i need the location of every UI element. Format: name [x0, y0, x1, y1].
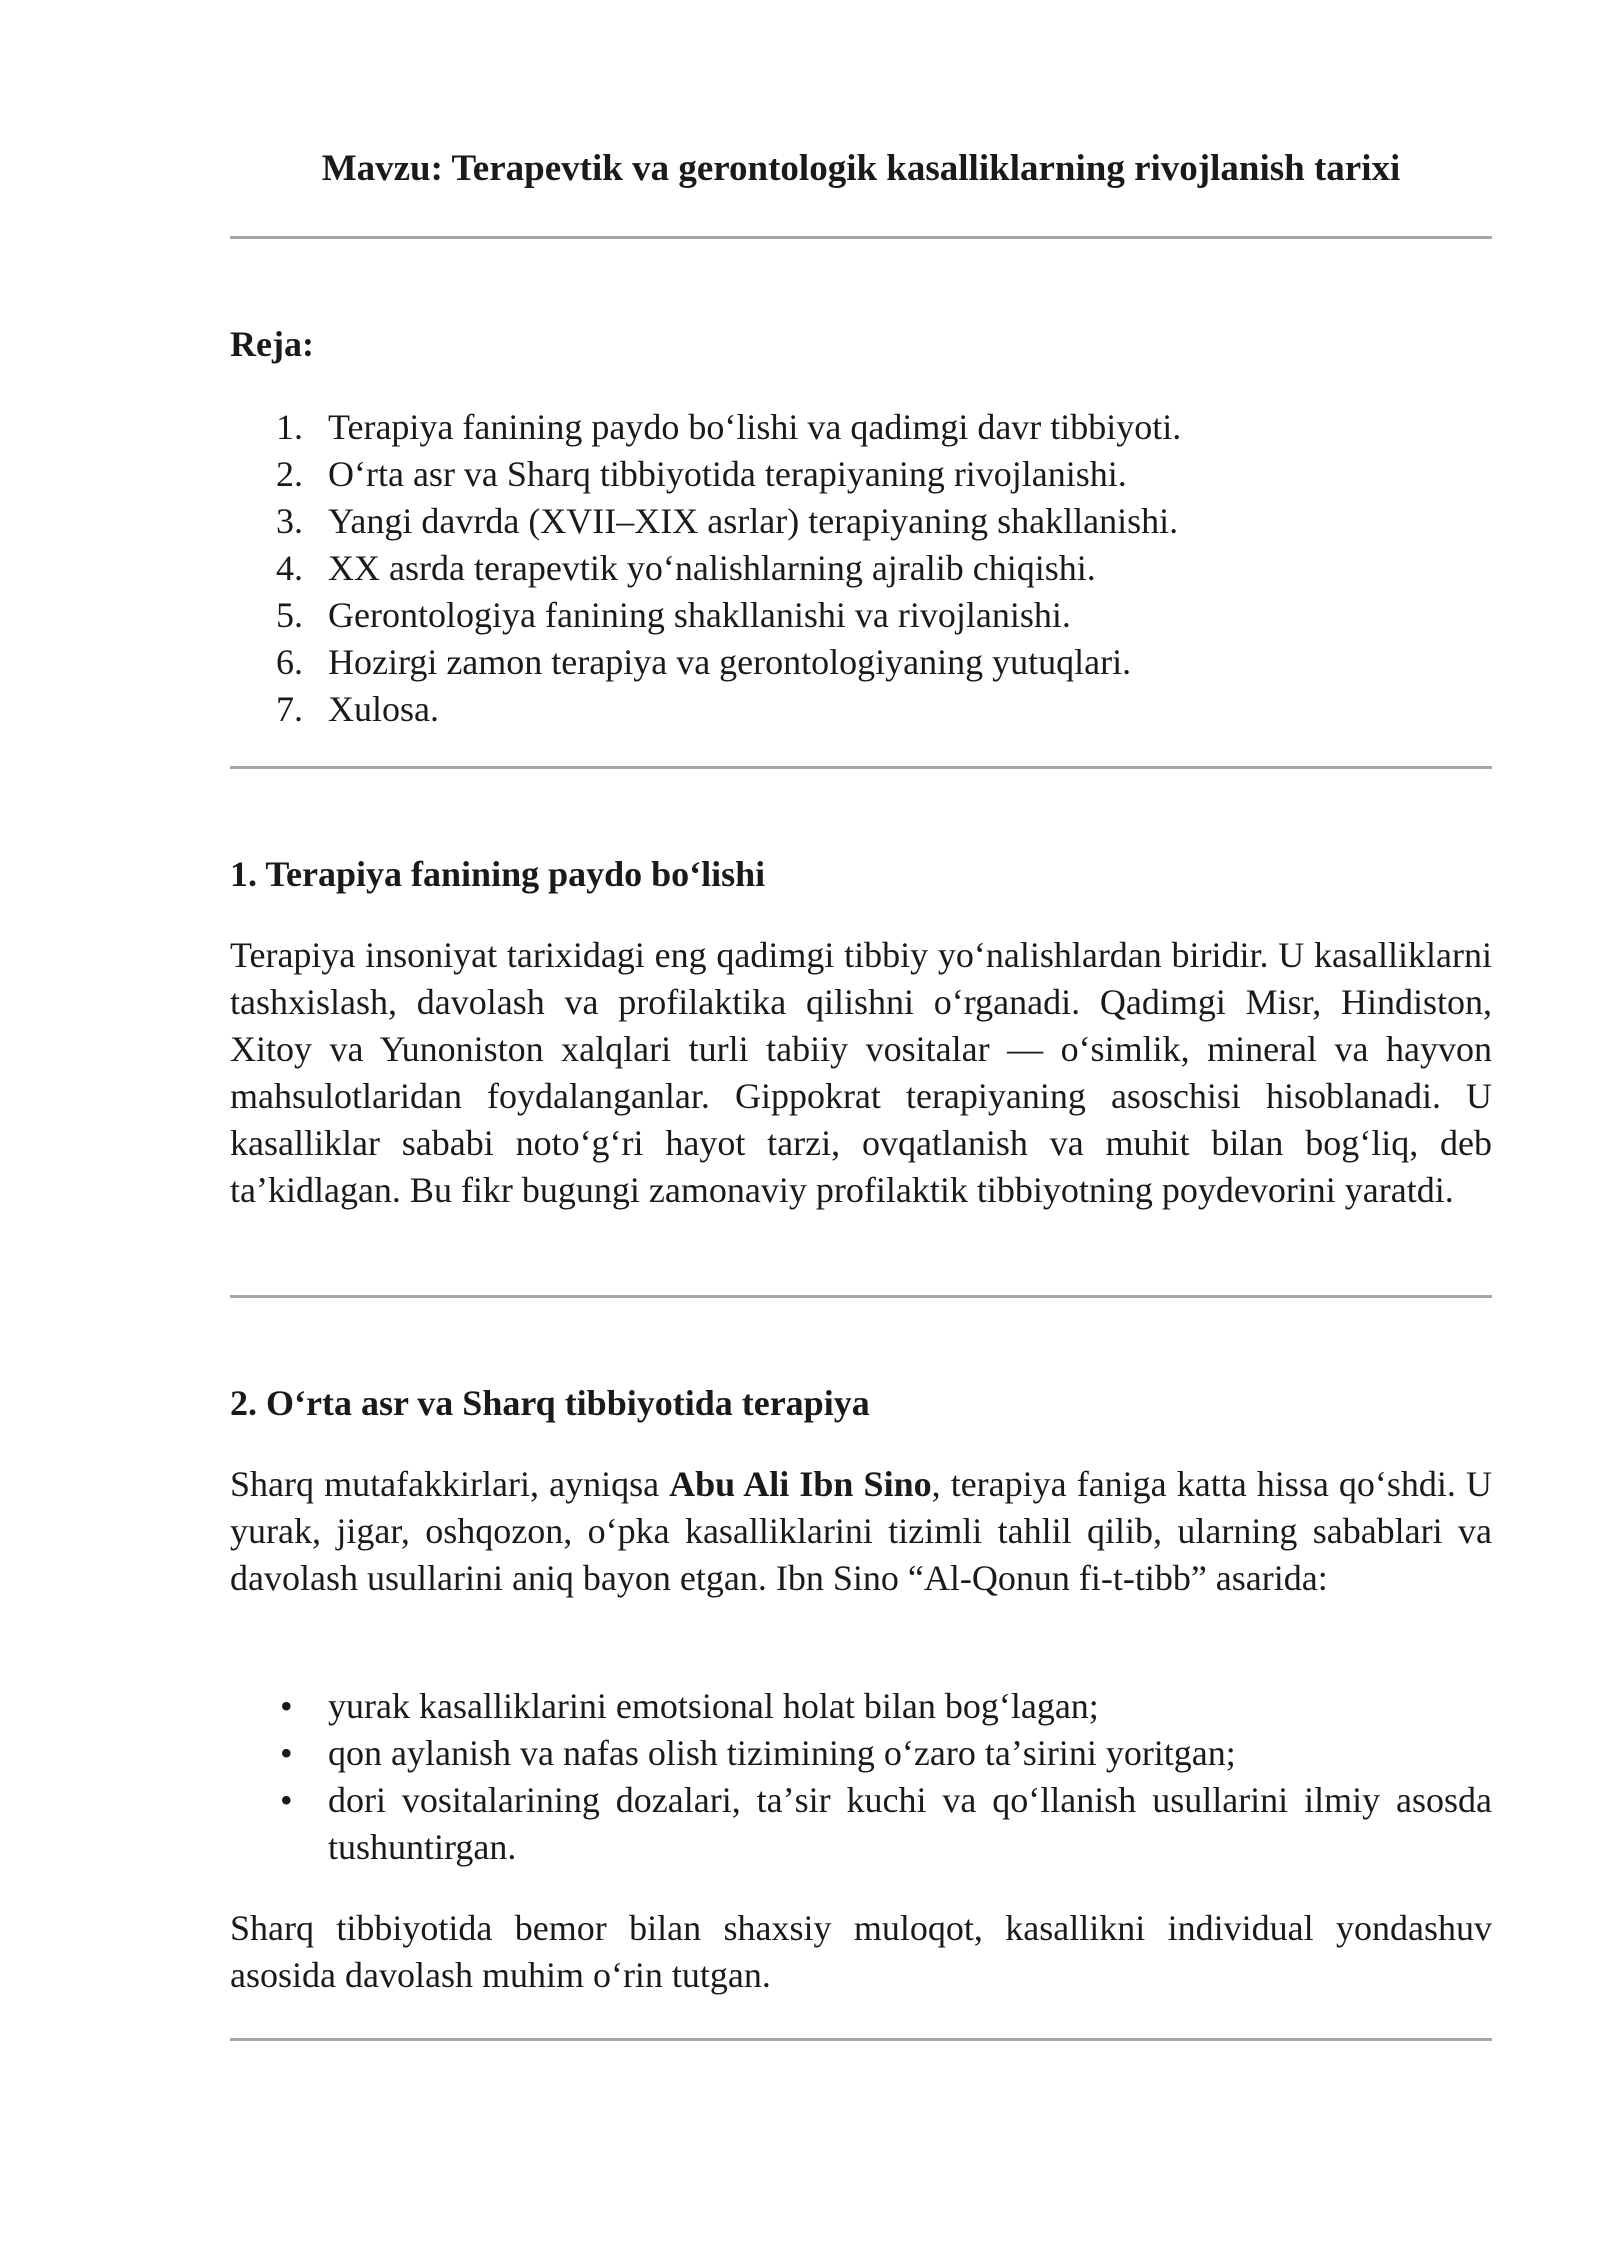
intro-text: Sharq mutafakkirlari, ayniqsa [230, 1464, 670, 1504]
plan-item-number: 2. [276, 454, 303, 494]
plan-item-text: Gerontologiya fanining shakllanishi va rivojlanishi. [328, 595, 1071, 635]
contributions-list [230, 1683, 1492, 1871]
section-2-closing: Sharq tibbiyotida bemor bilan shaxsiy muloqot, kasallikni individual yondashuv asosida davolash muhim oʻrin tutgan. [230, 1908, 1492, 1995]
divider [230, 236, 1492, 239]
plan-item-number: 6. [276, 642, 303, 682]
divider [230, 2038, 1492, 2041]
plan-item [230, 592, 1181, 639]
plan-item-text: Terapiya fanining paydo boʻlishi va qadimgi davr tibbiyoti. [328, 407, 1182, 447]
list-item [230, 1730, 1492, 1777]
section-2-heading: 2. Oʻrta asr va Sharq tibbiyotida terapiya [230, 1383, 870, 1423]
plan-item [230, 498, 1181, 545]
plan-item [230, 404, 1181, 451]
plan-item-number: 3. [276, 501, 303, 541]
plan-item-text: Xulosa. [328, 689, 439, 729]
list-item-text: dori vositalarining dozalari, taʼsir kuchi va qoʻllanish usullarini ilmiy asosda tushuntirgan. [328, 1780, 1492, 1867]
plan-item-text: XX asrda terapevtik yoʻnalishlarning ajralib chiqishi. [328, 548, 1096, 588]
plan-item-number: 1. [276, 407, 303, 447]
plan-item [230, 545, 1181, 592]
plan-label: Reja: [230, 324, 314, 364]
plan-item [230, 686, 1181, 733]
bullet-icon: • [280, 1733, 293, 1773]
list-item [230, 1777, 1492, 1871]
plan-item-number: 5. [276, 595, 303, 635]
divider [230, 766, 1492, 769]
plan-item-number: 4. [276, 548, 303, 588]
section-1-heading: 1. Terapiya fanining paydo boʻlishi [230, 854, 766, 894]
plan-item-text: Oʻrta asr va Sharq tibbiyotida terapiyaning rivojlanishi. [328, 454, 1127, 494]
intro-text: , terapiya faniga katta hissa qoʻshdi. U yurak, jigar, oshqozon, oʻpka kasalliklarini tizimli tahlil qilib, ularning sabablari va davolash usullarini aniq bayon etgan. Ibn Sino “Al-Qonun fi-t-tibb” asarida: [230, 1464, 1492, 1598]
list-item-text: yurak kasalliklarini emotsional holat bilan bogʻlagan; [328, 1686, 1099, 1726]
plan-item-text: Yangi davrda (XVII–XIX asrlar) terapiyaning shakllanishi. [328, 501, 1179, 541]
plan-item [230, 451, 1181, 498]
document-title: Mavzu: Terapevtik va gerontologik kasalliklarning rivojlanish tarixi [321, 148, 1401, 189]
plan-item [230, 639, 1181, 686]
section-2-intro [230, 1461, 1492, 1602]
divider [230, 1295, 1492, 1298]
plan-item-text: Hozirgi zamon terapiya va gerontologiyaning yutuqlari. [328, 642, 1132, 682]
bullet-icon: • [280, 1686, 293, 1726]
plan-list [230, 404, 1181, 733]
list-item-text: qon aylanish va nafas olish tizimining oʻzaro taʼsirini yoritgan; [328, 1733, 1236, 1773]
section-1-paragraph: Terapiya insoniyat tarixidagi eng qadimgi tibbiy yoʻnalishlardan biridir. U kasalliklarni tashxislash, davolash va profilaktika qilishni oʻrganadi. Qadimgi Misr, Hindiston, Xitoy va Yunoniston xalqlari turli tabiiy vositalar — oʻsimlik, mineral va hayvon mahsulotlaridan foydalanganlar. Gippokrat terapiyaning asoschisi hisoblanadi. U kasalliklar sababi notoʻgʻri hayot tarzi, ovqatlanish va muhit bilan bogʻliq, deb taʼkidlagan. Bu fikr bugungi zamonaviy profilaktik tibbiyotning poydevorini yaratdi. [230, 935, 1492, 1210]
bullet-icon: • [280, 1780, 293, 1820]
author-name: Abu Ali Ibn Sino [669, 1464, 932, 1504]
plan-item-number: 7. [276, 689, 303, 729]
list-item [230, 1683, 1492, 1730]
